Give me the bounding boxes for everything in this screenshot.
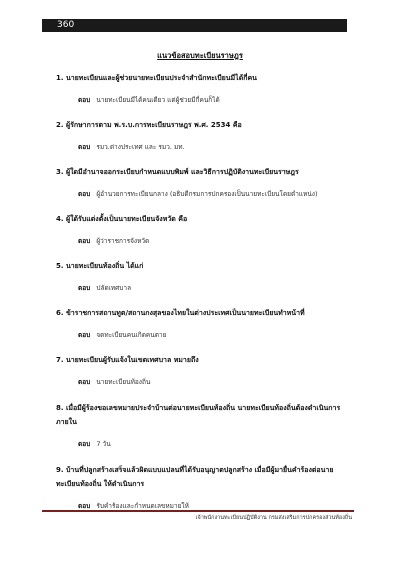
qa-item-3 (56, 166, 356, 200)
footer-text: เจ้าพนักงานทะเบียนปฏิบัติงาน กรมส่งเสริมการปกครองส่วนท้องถิ่น (195, 515, 352, 521)
answer-text: รับคำร้องและกำหนดเลขหมายให้ (96, 502, 189, 510)
answer-text: นายทะเบียนท้องถิ่น (96, 378, 151, 386)
question-list (56, 72, 356, 525)
answer-label: ตอบ (78, 237, 91, 245)
qa-item-8 (56, 401, 356, 450)
document-title: แนวข้อสอบทะเบียนราษฎร (157, 51, 243, 60)
qa-item-7 (56, 354, 356, 388)
question-text: 1. นายทะเบียนและผู้ช่วยนายทะเบียนประจำสำนักทะเบียนมีได้กี่คน (56, 74, 257, 82)
answer-label: ตอบ (78, 96, 91, 104)
answer-text: ผู้ว่าราชการจังหวัด (96, 237, 150, 245)
qa-item-2 (56, 119, 356, 153)
qa-item-6 (56, 307, 356, 341)
qa-item-4 (56, 213, 356, 247)
question-text: 6. ข้าราชการสถานทูต/สถานกงสุลของไทยในต่างประเทศเป็นนายทะเบียนทำหน้าที่ (56, 309, 305, 317)
answer-line (78, 376, 356, 388)
question-text: 8. เมื่อมีผู้ร้องขอเลขหมายประจำบ้านต่อนายทะเบียนท้องถิ่น นายทะเบียนท้องถิ่นต้องดำเนินการภายใน (56, 404, 341, 426)
question-text: 9. บ้านที่ปลูกสร้างเสร็จแล้วผิดแบบแปลนที่ได้รับอนุญาตปลูกสร้าง เมื่อมีผู้มายื่นคำร้องต่อนายทะเบียนท้องถิ่น ให้ดำเนินการ (56, 466, 334, 488)
answer-line (78, 438, 356, 450)
qa-item-9 (56, 463, 356, 512)
answer-line (78, 329, 356, 341)
answer-label: ตอบ (78, 502, 91, 510)
answer-label: ตอบ (78, 284, 91, 292)
answer-label: ตอบ (78, 440, 91, 448)
question-text: 7. นายทะเบียนผู้รับแจ้งในเขตเทศบาล หมายถึง (56, 356, 199, 364)
page-number: 360 (57, 20, 75, 30)
answer-label: ตอบ (78, 190, 91, 198)
answer-text: จดทะเบียนคนเกิดคนตาย (96, 331, 167, 339)
answer-line (78, 235, 356, 247)
answer-text: ผู้อำนวยการทะเบียนกลาง (อธิบดีกรมการปกครองเป็นนายทะเบียนโดยตำแหน่ง) (96, 190, 318, 198)
question-text: 5. นายทะเบียนท้องถิ่น ได้แก่ (56, 262, 144, 270)
answer-text: นายทะเบียนมีได้คนเดียว แต่ผู้ช่วยมีกี่คนก็ได้ (96, 96, 220, 104)
answer-label: ตอบ (78, 331, 91, 339)
answer-label: ตอบ (78, 378, 91, 386)
answer-label: ตอบ (78, 143, 91, 151)
question-text: 2. ผู้รักษาการตาม พ.ร.บ.การทะเบียนราษฎร พ.ศ. 2534 คือ (56, 121, 242, 129)
page-header-bar (42, 19, 347, 32)
answer-line (78, 94, 356, 106)
question-text: 3. ผู้ใดมีอำนาจออกระเบียบกำหนดแบบพิมพ์ และวิธีการปฏิบัติงานทะเบียนราษฎร (56, 168, 299, 176)
answer-line (78, 141, 356, 153)
qa-item-5 (56, 260, 356, 294)
question-text: 4. ผู้ใด้รับแต่งตั้งเป็นนายทะเบียนจังหวัด คือ (56, 215, 188, 223)
answer-text: 7 วัน (96, 440, 111, 448)
answer-line (78, 282, 356, 294)
answer-line (78, 188, 356, 200)
qa-item-1 (56, 72, 356, 106)
answer-text: รมว.ต่างประเทศ และ รมว. มท. (96, 143, 185, 151)
answer-text: ปลัดเทศบาล (96, 284, 132, 292)
footer-divider (42, 510, 354, 512)
